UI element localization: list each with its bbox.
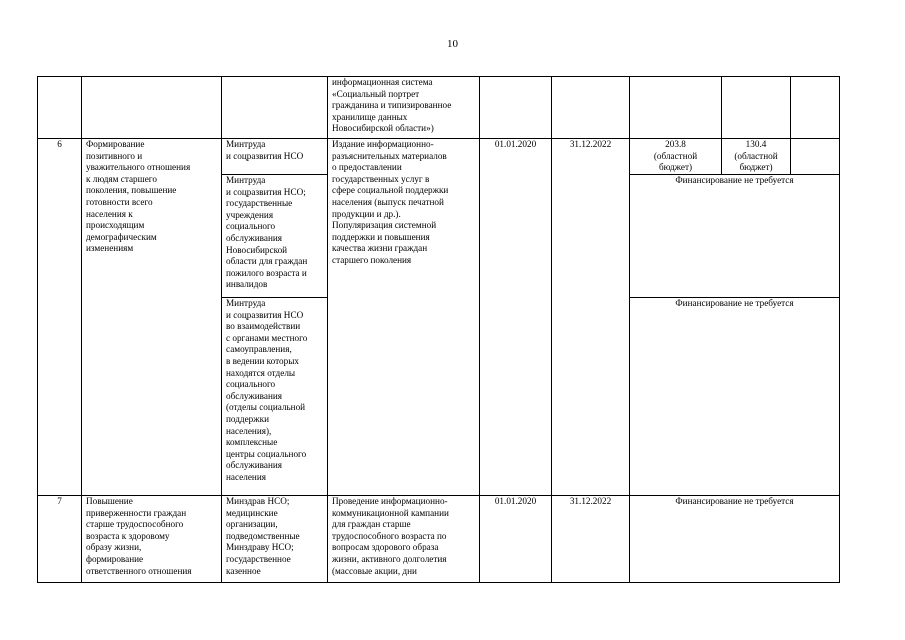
executor-cell: Минтруда и соцразвития НСО; государственные учреждения социального обслуживания Новосибирской области для граждан пожилого возраста и инвалидов — [222, 175, 328, 298]
no-funding-cell: Финансирование не требуется — [630, 175, 840, 298]
cell-empty — [791, 77, 840, 139]
activity-cell: информационная система «Социальный портрет гражданина и типизированное хранилище данных Новосибирской области») — [328, 77, 480, 139]
table-row-continuation — [38, 77, 840, 139]
task-cell: Формирование позитивного и уважительного отношения к людям старшего поколения, повышение готовности всего населения к происходящим демографическим изменениям — [82, 139, 222, 496]
no-funding-cell: Финансирование не требуется — [630, 496, 840, 583]
table-row-6a — [38, 139, 840, 175]
cell-empty — [480, 77, 552, 139]
row-number-cell: 6 — [38, 139, 82, 496]
funding-amount-cell: 130.4 (областной бюджет) — [722, 139, 791, 175]
cell-empty — [222, 77, 328, 139]
end-date-cell: 31.12.2022 — [552, 139, 630, 496]
executor-cell: Минтруда и соцразвития НСО — [222, 139, 328, 175]
end-date-cell: 31.12.2022 — [552, 496, 630, 583]
cell-empty — [722, 77, 791, 139]
row-number-cell: 7 — [38, 496, 82, 583]
funding-amount-cell: 203.8 (областной бюджет) — [630, 139, 722, 175]
executor-cell: Минтруда и соцразвития НСО во взаимодействии с органами местного самоуправления, в ведении которых находятся отделы социального обслуживания (отделы социальной поддержки населения), комплексные центры социального обслуживания населения — [222, 298, 328, 496]
cell-empty — [82, 77, 222, 139]
page-number: 10 — [447, 38, 458, 50]
activity-cell: Издание информационно- разъяснительных материалов о предоставлении государственных услуг в сфере социальной поддержки населения (выпуск печатной продукции и др.). Популяризация системной поддержки и повышения качества жизни граждан старшего поколения — [328, 139, 480, 496]
task-cell: Повышение приверженности граждан старше трудоспособного возраста к здоровому образу жизни, формирование ответственного отношения — [82, 496, 222, 583]
activity-cell: Проведение информационно- коммуникационной кампании для граждан старше трудоспособного возраста по вопросам здорового образа жизни, активного долголетия (массовые акции, дни — [328, 496, 480, 583]
table-row-7 — [38, 496, 840, 583]
cell-empty — [552, 77, 630, 139]
no-funding-cell: Финансирование не требуется — [630, 298, 840, 496]
start-date-cell: 01.01.2020 — [480, 496, 552, 583]
cell-empty — [791, 139, 840, 175]
activities-table — [37, 76, 840, 583]
start-date-cell: 01.01.2020 — [480, 139, 552, 496]
cell-empty — [38, 77, 82, 139]
executor-cell: Минздрав НСО; медицинские организации, подведомственные Минздраву НСО; государственное казенное — [222, 496, 328, 583]
cell-empty — [630, 77, 722, 139]
